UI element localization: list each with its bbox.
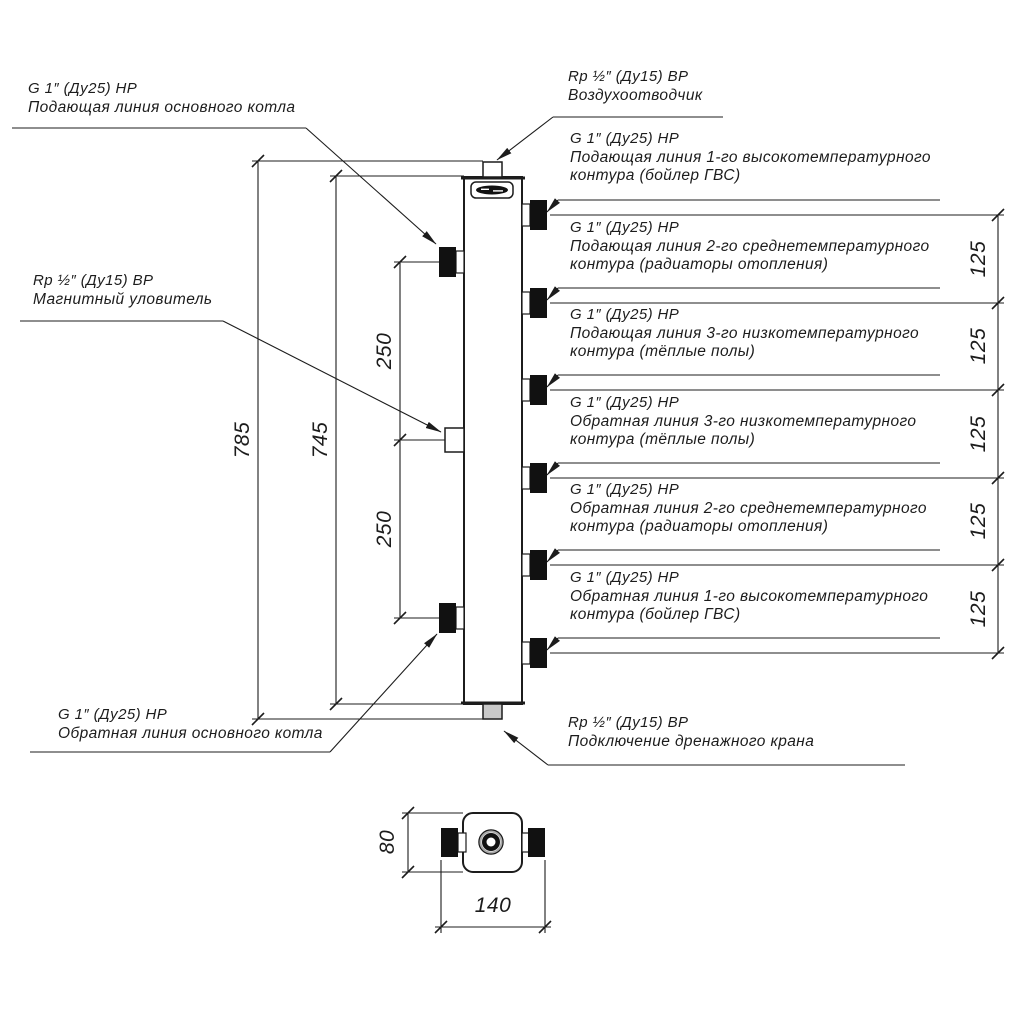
label-desc: контура (тёплые полы): [570, 343, 756, 360]
dim-depth: 80: [376, 829, 399, 855]
label-spec: G 1″ (Ду25) НР: [570, 481, 680, 498]
separator-body: [461, 177, 525, 704]
label-desc: Обратная линия 1-го высокотемпературного: [570, 587, 929, 605]
dim-right-spacing-5: 125: [967, 590, 990, 628]
plan-port-circle: [479, 830, 503, 854]
label-spec: Rp ½″ (Ду15) ВР: [568, 714, 689, 731]
label-circuit-2-return: [570, 481, 927, 537]
label-circuit-1-supply: [570, 130, 931, 186]
label-desc: Магнитный уловитель: [33, 290, 213, 308]
dim-left-spacing-1: 250: [373, 332, 396, 370]
label-desc: Подающая линия 3-го низкотемпературного: [570, 324, 919, 342]
label-circuit-1-return: [570, 569, 928, 625]
label-desc: Обратная линия основного котла: [58, 724, 323, 742]
plan-view: [441, 813, 545, 872]
left-nozzle-return: [439, 603, 464, 633]
label-circuit-3-supply: [570, 306, 919, 362]
dim-body-height: 745: [309, 421, 332, 459]
label-desc: Обратная линия 2-го среднетемпературного: [570, 499, 927, 517]
brand-badge: [471, 182, 513, 198]
label-circuit-3-return: [570, 394, 916, 450]
air-vent-stub: [483, 162, 502, 177]
drain-stub: [483, 704, 502, 719]
label-spec: G 1″ (Ду25) НР: [28, 80, 138, 97]
label-desc: Подающая линия 2-го среднетемпературного: [570, 237, 930, 255]
label-desc: Подающая линия основного котла: [28, 98, 296, 116]
label-supply-main-boiler: [28, 80, 295, 117]
label-return-main-boiler: [58, 706, 323, 743]
label-desc: контура (радиаторы отопления): [570, 256, 829, 273]
label-desc: контура (радиаторы отопления): [570, 518, 829, 535]
label-drain-valve: [568, 714, 814, 751]
label-spec: G 1″ (Ду25) НР: [570, 306, 680, 323]
dim-left-spacing-2: 250: [373, 510, 396, 548]
label-spec: G 1″ (Ду25) НР: [570, 130, 680, 147]
label-desc: Обратная линия 3-го низкотемпературного: [570, 412, 917, 430]
label-spec: Rp ½″ (Ду15) ВР: [33, 272, 154, 289]
right-nozzles: [522, 200, 547, 668]
label-desc: Подключение дренажного крана: [568, 732, 815, 750]
dim-right-spacing-4: 125: [967, 502, 990, 540]
label-magnetic-trap: [33, 272, 212, 309]
dim-lines: [252, 161, 1004, 933]
label-spec: G 1″ (Ду25) НР: [570, 219, 680, 236]
left-nozzle-magnetic-trap: [445, 428, 464, 452]
label-spec: G 1″ (Ду25) НР: [570, 394, 680, 411]
dim-width: 140: [474, 894, 512, 917]
dim-overall-height: 785: [231, 421, 254, 459]
dim-right-spacing-1: 125: [967, 240, 990, 278]
label-desc: контура (бойлер ГВС): [570, 606, 741, 623]
label-spec: Rp ½″ (Ду15) ВР: [568, 68, 689, 85]
label-circuit-2-supply: [570, 219, 929, 275]
label-spec: G 1″ (Ду25) НР: [58, 706, 168, 723]
left-nozzle-supply: [439, 247, 464, 277]
label-desc: Подающая линия 1-го высокотемпературного: [570, 148, 931, 166]
label-air-vent: [568, 68, 703, 105]
dim-right-spacing-2: 125: [967, 327, 990, 365]
label-desc: контура (тёплые полы): [570, 431, 756, 448]
dim-right-spacing-3: 125: [967, 415, 990, 453]
label-desc: Воздухоотводчик: [568, 86, 703, 104]
label-spec: G 1″ (Ду25) НР: [570, 569, 680, 586]
label-desc: контура (бойлер ГВС): [570, 167, 741, 184]
